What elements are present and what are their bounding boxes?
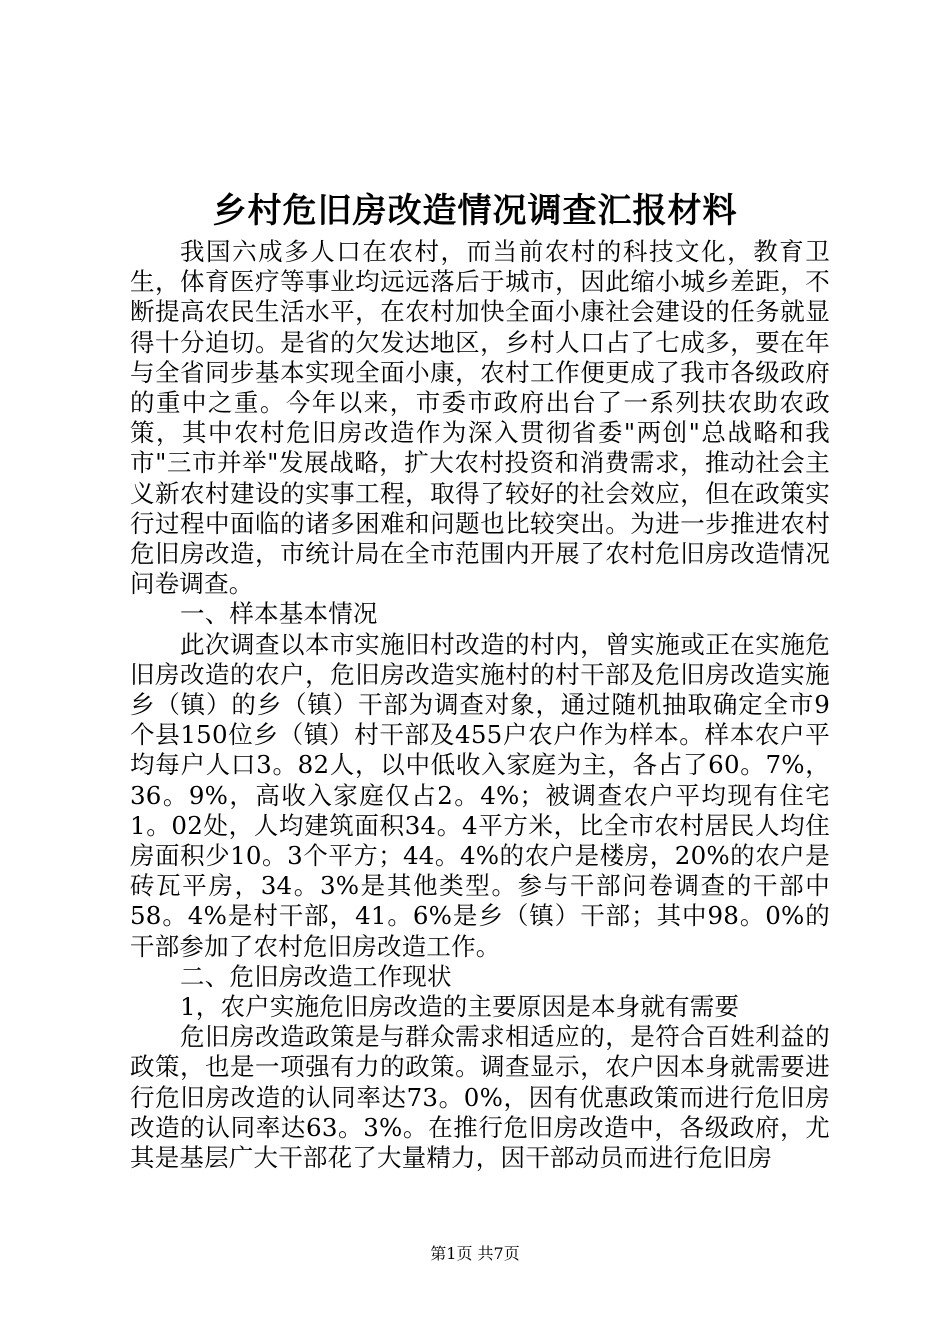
page-footer: 第1页 共7页 bbox=[430, 1244, 520, 1263]
document-title: 乡村危旧房改造情况调查汇报材料 bbox=[212, 191, 738, 231]
document-body bbox=[130, 237, 830, 1173]
section-heading-sample: 一、样本基本情况 bbox=[180, 599, 378, 629]
reasons-paragraph: 危旧房改造政策是与群众需求相适应的，是符合百姓利益的政策，也是一项强有力的政策。调查显示，农户因本身就需要进行危旧房改造的认同率达73。0%，因有优惠政策而进行危旧房改造的认同率达63。3%。在推行危旧房改造中，各级政府，尤其是基层广大干部花了大量精力，因干部动员而进行危旧房 bbox=[130, 1022, 830, 1173]
section-heading-status: 二、危旧房改造工作现状 bbox=[180, 961, 452, 991]
sample-paragraph: 此次调查以本市实施旧村改造的村内，曾实施或正在实施危旧房改造的农户，危旧房改造实施村的村干部及危旧房改造实施乡（镇）的乡（镇）干部为调查对象，通过随机抽取确定全市9个县150位乡（镇）村干部及455户农户作为样本。样本农户平均每户人口3。82人，以中低收入家庭为主，各占了60。7%，36。9%，高收入家庭仅占2。4%；被调查农户平均现有住宅1。02处，人均建筑面积34。4平方米，比全市农村居民人均住房面积少10。3个平方；44。4%的农户是楼房，20%的农户是砖瓦平房，34。3%是其他类型。参与干部问卷调查的干部中58。4%是村干部，41。6%是乡（镇）干部；其中98。0%的干部参加了农村危旧房改造工作。 bbox=[130, 629, 830, 961]
intro-paragraph: 我国六成多人口在农村，而当前农村的科技文化，教育卫生，体育医疗等事业均远远落后于城市，因此缩小城乡差距，不断提高农民生活水平，在农村加快全面小康社会建设的任务就显得十分迫切。是省的欠发达地区，乡村人口占了七成多，要在年与全省同步基本实现全面小康，农村工作便更成了我市各级政府的重中之重。今年以来，市委市政府出台了一系列扶农助农政策，其中农村危旧房改造作为深入贯彻省委"两创"总战略和我市"三市并举"发展战略，扩大农村投资和消费需求，推动社会主义新农村建设的实事工程，取得了较好的社会效应，但在政策实行过程中面临的诸多困难和问题也比较突出。为进一步推进农村危旧房改造，市统计局在全市范围内开展了农村危旧房改造情况问卷调查。 bbox=[130, 237, 830, 599]
subsection-heading-reasons: 1，农户实施危旧房改造的主要原因是本身就有需要 bbox=[180, 992, 740, 1022]
